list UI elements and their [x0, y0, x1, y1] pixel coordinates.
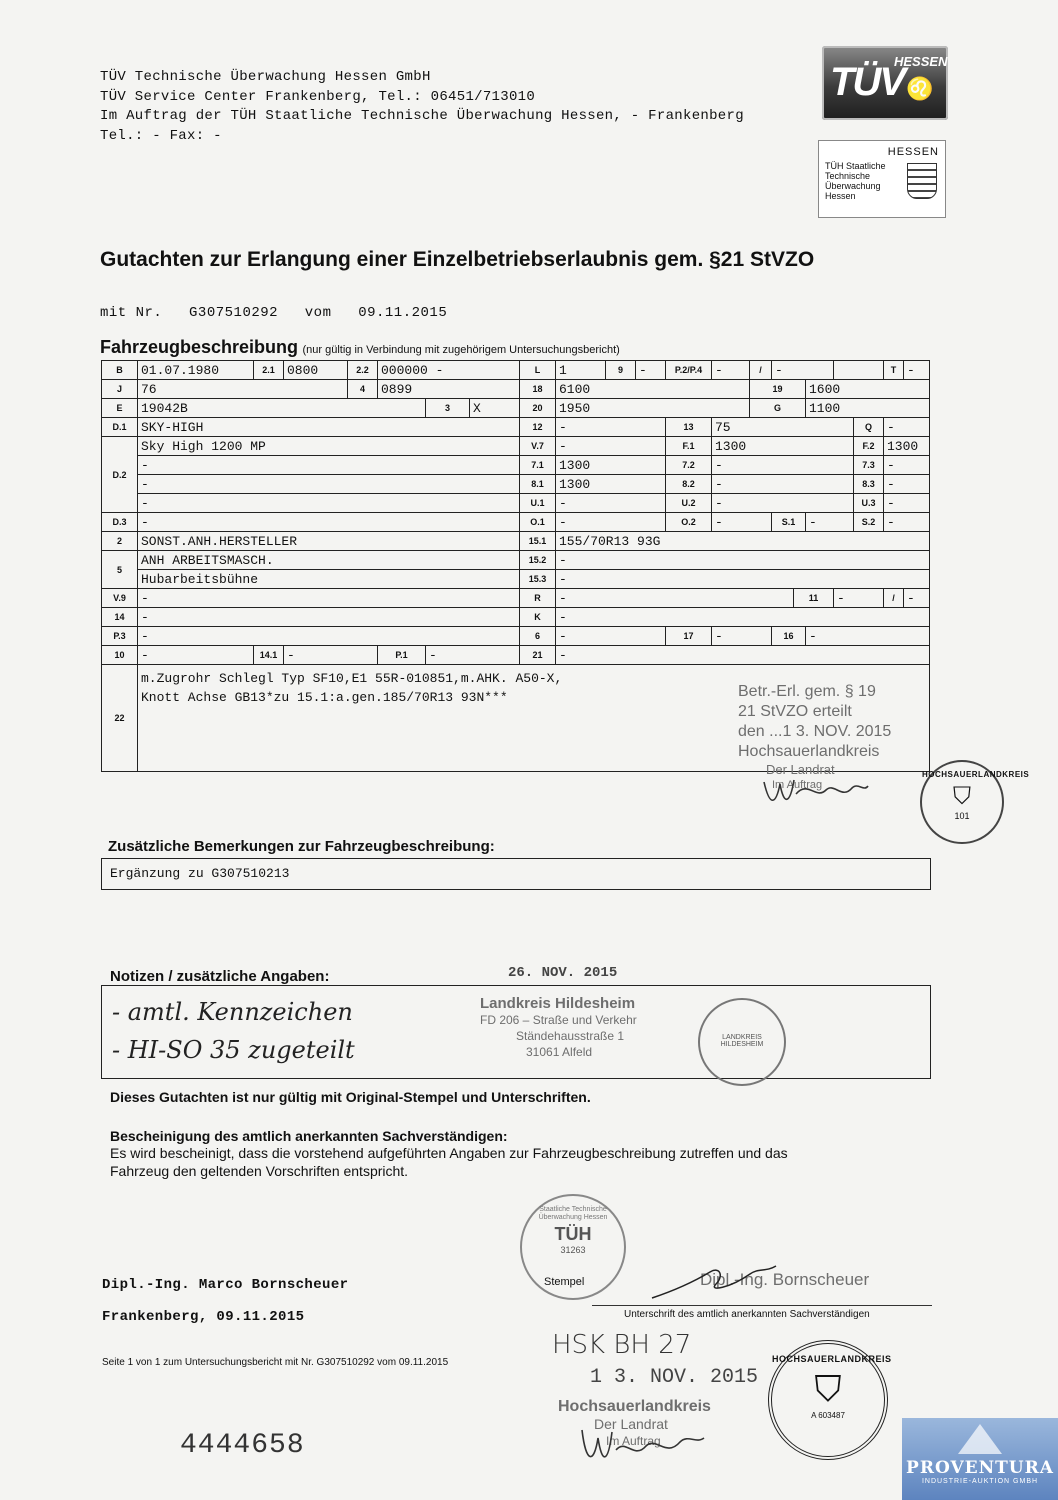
- lion-icon: ♌: [906, 76, 934, 101]
- field-J: 76: [138, 380, 348, 399]
- field-T: -: [904, 361, 930, 380]
- field-O2: -: [712, 513, 772, 532]
- field-D2-4: -: [138, 494, 520, 513]
- label-V9: V.9: [102, 589, 138, 608]
- label-13: 13: [666, 418, 712, 437]
- field-O1: -: [556, 513, 666, 532]
- field-2-2: 000000 -: [378, 361, 520, 380]
- field-16: -: [806, 627, 930, 646]
- field-11-slash: /: [884, 589, 904, 608]
- field-5-1: ANH ARBEITSMASCH.: [138, 551, 520, 570]
- field-6: -: [556, 627, 666, 646]
- label-10: 10: [102, 646, 138, 665]
- certification-line-1: Es wird bescheinigt, dass die vorstehend aufgeführten Angaben zur Fahrzeugbeschreibung zutreffen und das: [110, 1145, 788, 1161]
- label-9: 9: [606, 361, 636, 380]
- field-7-3: -: [884, 456, 930, 475]
- field-8-1: 1300: [556, 475, 666, 494]
- signatory-name: Dipl.-Ing. Marco Bornscheuer: [102, 1277, 349, 1293]
- label-8-1: 8.1: [520, 475, 556, 494]
- tuh-badge-line: Überwachung: [825, 181, 881, 191]
- label-7-1: 7.1: [520, 456, 556, 475]
- report-date: 09.11.2015: [358, 305, 448, 321]
- field-F1: 1300: [712, 437, 854, 456]
- field-2-1: 0800: [284, 361, 348, 380]
- field-U1: -: [556, 494, 666, 513]
- bottom-stamp-line-1: Hochsauerlandkreis: [558, 1398, 711, 1415]
- header-line-2: TÜV Service Center Frankenberg, Tel.: 06451/713010: [100, 89, 536, 105]
- label-Q: Q: [854, 418, 884, 437]
- field-19: 1600: [806, 380, 930, 399]
- field-14: -: [138, 608, 520, 627]
- label-F2: F.2: [854, 437, 884, 456]
- label-J: J: [102, 380, 138, 399]
- label-T: T: [884, 361, 904, 380]
- label-7-2: 7.2: [666, 456, 712, 475]
- hildesheim-stamp-line: 31061 Alfeld: [526, 1045, 593, 1059]
- eagle-crest-icon: ⛉: [814, 1368, 842, 1409]
- notes-heading: Notizen / zusätzliche Angaben:: [110, 968, 330, 985]
- field-14-1: -: [284, 646, 378, 665]
- label-16: 16: [772, 627, 806, 646]
- table-row: [102, 646, 930, 665]
- report-prefix: mit Nr.: [100, 305, 163, 321]
- label-3: 3: [426, 399, 470, 418]
- label-8-3: 8.3: [854, 475, 884, 494]
- approval-stamp-line: 21 StVZO erteilt: [738, 703, 852, 720]
- tuv-hessen-logo: [822, 46, 948, 120]
- table-row: [102, 380, 930, 399]
- approval-stamp-line: Der Landrat: [766, 762, 835, 777]
- vehicle-description-heading: [100, 337, 620, 358]
- label-18: 18: [520, 380, 556, 399]
- field-D2-1: Sky High 1200 MP: [138, 437, 520, 456]
- table-row: [102, 551, 930, 570]
- field-15-2: -: [556, 551, 930, 570]
- table-row: [102, 437, 930, 456]
- field-21: -: [556, 646, 930, 665]
- hildesheim-seal-text: LANDKREIS HILDESHEIM: [720, 1034, 764, 1048]
- label-P2-P4: P.2/P.4: [666, 361, 712, 380]
- proventura-watermark: [902, 1418, 1058, 1500]
- table-row: [102, 475, 930, 494]
- field-U2: -: [712, 494, 854, 513]
- hildesheim-stamp: [480, 996, 637, 1060]
- field-L: 1: [556, 361, 606, 380]
- field-9: -: [636, 361, 666, 380]
- field-12: -: [556, 418, 666, 437]
- proventura-sub: INDUSTRIE-AUKTION GMBH: [921, 1478, 1039, 1485]
- tuh-badge-line: Hessen: [825, 191, 856, 201]
- approval-stamp-line: Hochsauerlandkreis: [738, 743, 880, 760]
- field-P3: -: [138, 627, 520, 646]
- bottom-seal-number: A 603487: [811, 1411, 845, 1420]
- label-20: 20: [520, 399, 556, 418]
- hildesheim-stamp-line: Ständehausstraße 1: [516, 1029, 625, 1043]
- tuh-badge-line: TÜH Staatliche: [825, 161, 886, 171]
- label-17: 17: [666, 627, 712, 646]
- bottom-signature: [576, 1420, 706, 1470]
- label-F1: F.1: [666, 437, 712, 456]
- field-10: -: [138, 646, 254, 665]
- label-U3: U.3: [854, 494, 884, 513]
- field-7-1: 1300: [556, 456, 666, 475]
- signature-caption: Unterschrift des amtlich anerkannten Sachverständigen: [624, 1309, 870, 1320]
- field-2: SONST.ANH.HERSTELLER: [138, 532, 520, 551]
- tuh-stamp-label: Stempel: [544, 1276, 585, 1288]
- table-row: [102, 418, 930, 437]
- header-line-1: TÜV Technische Überwachung Hessen GmbH: [100, 69, 431, 85]
- field-D2-2: -: [138, 456, 520, 475]
- field-G: 1100: [806, 399, 930, 418]
- label-14-1: 14.1: [254, 646, 284, 665]
- field-15-1: 155/70R13 93G: [556, 532, 930, 551]
- remarks-text: Ergänzung zu G307510213: [110, 866, 290, 881]
- label-D2: D.2: [102, 437, 138, 513]
- label-R: R: [520, 589, 556, 608]
- table-row: [102, 627, 930, 646]
- field-S2: -: [884, 513, 930, 532]
- approval-signature: [760, 770, 870, 810]
- vehicle-description-title: Fahrzeugbeschreibung: [100, 337, 299, 357]
- tuh-stamp-center: TÜH: [554, 1224, 592, 1244]
- field-13: 75: [712, 418, 854, 437]
- field-8-2: -: [712, 475, 854, 494]
- field-22-line-2: Knott Achse GB13*zu 15.1:a.gen.185/70R13 93N***: [141, 690, 508, 705]
- signatory-printed-signature: Dipl.-Ing. Bornscheuer: [700, 1270, 870, 1289]
- hildesheim-stamp-line: FD 206 – Straße und Verkehr: [480, 1013, 637, 1027]
- label-U2: U.2: [666, 494, 712, 513]
- field-P2-P4: -: [712, 361, 750, 380]
- label-14: 14: [102, 608, 138, 627]
- label-G: G: [750, 399, 806, 418]
- handwritten-note-1: - amtl. Kennzeichen: [112, 998, 353, 1026]
- field-S1: -: [806, 513, 854, 532]
- field-slash: /: [750, 361, 772, 380]
- table-row: [102, 608, 930, 627]
- field-11-b: -: [904, 589, 930, 608]
- label-E: E: [102, 399, 138, 418]
- certification-line-2: Fahrzeug den geltenden Vorschriften entspricht.: [110, 1163, 409, 1179]
- table-row: [102, 570, 930, 589]
- handwritten-note-2: - HI-SO 35 zugeteilt: [112, 1036, 355, 1064]
- label-15-1: 15.1: [520, 532, 556, 551]
- approval-stamp-line: den ...1 3. NOV. 2015: [738, 723, 892, 740]
- signatory-place-date: Frankenberg, 09.11.2015: [102, 1309, 305, 1325]
- field-V9: -: [138, 589, 520, 608]
- hsk-seal-number: 101: [954, 811, 970, 821]
- signature-line: [592, 1305, 932, 1306]
- field-F2: 1300: [884, 437, 930, 456]
- field-D1: SKY-HIGH: [138, 418, 520, 437]
- label-6: 6: [520, 627, 556, 646]
- approval-stamp-line: Betr.-Erl. gem. § 19: [738, 683, 876, 700]
- hsk-seal: [920, 760, 1030, 844]
- label-5: 5: [102, 551, 138, 589]
- approval-stamp-line: Im Auftrag: [772, 779, 823, 791]
- label-S2: S.2: [854, 513, 884, 532]
- field-D2-3: -: [138, 475, 520, 494]
- field-15-3: -: [556, 570, 930, 589]
- label-D3: D.3: [102, 513, 138, 532]
- field-18: 6100: [556, 380, 750, 399]
- header-line-4: Tel.: - Fax: -: [100, 128, 222, 144]
- label-15-2: 15.2: [520, 551, 556, 570]
- label-O2: O.2: [666, 513, 712, 532]
- label-4: 4: [348, 380, 378, 399]
- page-info: Seite 1 von 1 zum Untersuchungsbericht mit Nr. G307510292 vom 09.11.2015: [102, 1357, 449, 1368]
- handwritten-registration: HSK BH 27: [552, 1330, 692, 1360]
- label-P1: P.1: [378, 646, 426, 665]
- tuh-badge-line: Technische: [825, 171, 871, 181]
- field-V7: -: [556, 437, 666, 456]
- tuv-logo-hessen: HESSEN: [894, 54, 948, 69]
- label-2-1: 2.1: [254, 361, 284, 380]
- table-row: [102, 532, 930, 551]
- hildesheim-seal: [698, 998, 786, 1086]
- tuh-badge: [818, 140, 946, 218]
- field-20: 1950: [556, 399, 750, 418]
- label-P3: P.3: [102, 627, 138, 646]
- remarks-heading: Zusätzliche Bemerkungen zur Fahrzeugbeschreibung:: [108, 838, 495, 855]
- label-2-2: 2.2: [348, 361, 378, 380]
- report-number: G307510292: [189, 305, 279, 321]
- label-O1: O.1: [520, 513, 556, 532]
- label-8-2: 8.2: [666, 475, 712, 494]
- field-7-2: -: [712, 456, 854, 475]
- label-11: 11: [794, 589, 834, 608]
- table-row: [102, 589, 930, 608]
- certification-heading: Bescheinigung des amtlich anerkannten Sachverständigen:: [110, 1128, 508, 1144]
- document-number: 4444658: [180, 1430, 305, 1461]
- bottom-stamp-line-3: Im Auftrag: [606, 1434, 661, 1448]
- bottom-seal-text: HOCHSAUERLANDKREIS: [772, 1354, 892, 1364]
- field-E: 19042B: [138, 399, 426, 418]
- field-3: X: [470, 399, 520, 418]
- label-7-3: 7.3: [854, 456, 884, 475]
- bottom-stamp-date: 1 3. NOV. 2015: [590, 1366, 759, 1389]
- label-B: B: [102, 361, 138, 380]
- bottom-hsk-seal: [768, 1340, 892, 1460]
- report-date-prefix: vom: [304, 305, 332, 321]
- notes-date-stamp: 26. NOV. 2015: [508, 965, 618, 981]
- eagle-crest-icon: ⛉: [953, 783, 971, 810]
- field-R: -: [556, 589, 794, 608]
- table-row: [102, 513, 930, 532]
- table-row: [102, 456, 930, 475]
- proventura-brand: PROVENTURA: [906, 1458, 1054, 1478]
- hessen-crest-icon: [907, 163, 937, 199]
- tuh-badge-title: HESSEN: [887, 146, 939, 158]
- field-4: 0899: [378, 380, 520, 399]
- validity-notice: Dieses Gutachten ist nur gültig mit Original-Stempel und Unterschriften.: [110, 1089, 591, 1105]
- vehicle-description-note: (nur gültig in Verbindung mit zugehörigem Untersuchungsbericht): [302, 344, 620, 356]
- field-Q: -: [884, 418, 930, 437]
- field-17: -: [712, 627, 772, 646]
- label-19: 19: [750, 380, 806, 399]
- field-22-line-1: m.Zugrohr Schlegl Typ SF10,E1 55R-010851,m.AHK. A50-X,: [141, 671, 563, 686]
- field-P1: -: [426, 646, 520, 665]
- label-L: L: [520, 361, 556, 380]
- hildesheim-stamp-line: Landkreis Hildesheim: [480, 995, 636, 1012]
- pyramid-icon: [958, 1424, 1002, 1454]
- label-12: 12: [520, 418, 556, 437]
- expert-signature: [650, 1262, 780, 1302]
- table-row: [102, 399, 930, 418]
- label-15-3: 15.3: [520, 570, 556, 589]
- label-V7: V.7: [520, 437, 556, 456]
- field-D3: -: [138, 513, 520, 532]
- tuv-logo-text: TÜV: [830, 60, 904, 104]
- field-K: -: [556, 608, 930, 627]
- field-5-2: Hubarbeitsbühne: [138, 570, 520, 589]
- label-2: 2: [102, 532, 138, 551]
- tuh-stamp-ring: Staatliche Technische Überwachung Hessen: [538, 1206, 608, 1221]
- label-D1: D.1: [102, 418, 138, 437]
- tuh-stamp-number: 31263: [560, 1245, 586, 1255]
- document-title: Gutachten zur Erlangung einer Einzelbetriebserlaubnis gem. §21 StVZO: [100, 248, 815, 271]
- label-22: 22: [102, 665, 138, 772]
- label-S1: S.1: [772, 513, 806, 532]
- field-B: 01.07.1980: [138, 361, 254, 380]
- field-8-3: -: [884, 475, 930, 494]
- field-11: -: [834, 589, 884, 608]
- table-row: [102, 361, 930, 380]
- table-row: [102, 494, 930, 513]
- header-line-3: Im Auftrag der TÜH Staatliche Technische Überwachung Hessen, - Frankenberg: [100, 108, 744, 124]
- label-21: 21: [520, 646, 556, 665]
- remarks-box: [101, 858, 931, 890]
- field-U3: -: [884, 494, 930, 513]
- report-number-line: [100, 305, 447, 321]
- bottom-stamp-line-2: Der Landrat: [594, 1416, 668, 1432]
- field-P2-P4-b: -: [772, 361, 834, 380]
- hsk-seal-text: HOCHSAUERLANDKREIS: [922, 770, 1030, 779]
- label-K: K: [520, 608, 556, 627]
- label-U1: U.1: [520, 494, 556, 513]
